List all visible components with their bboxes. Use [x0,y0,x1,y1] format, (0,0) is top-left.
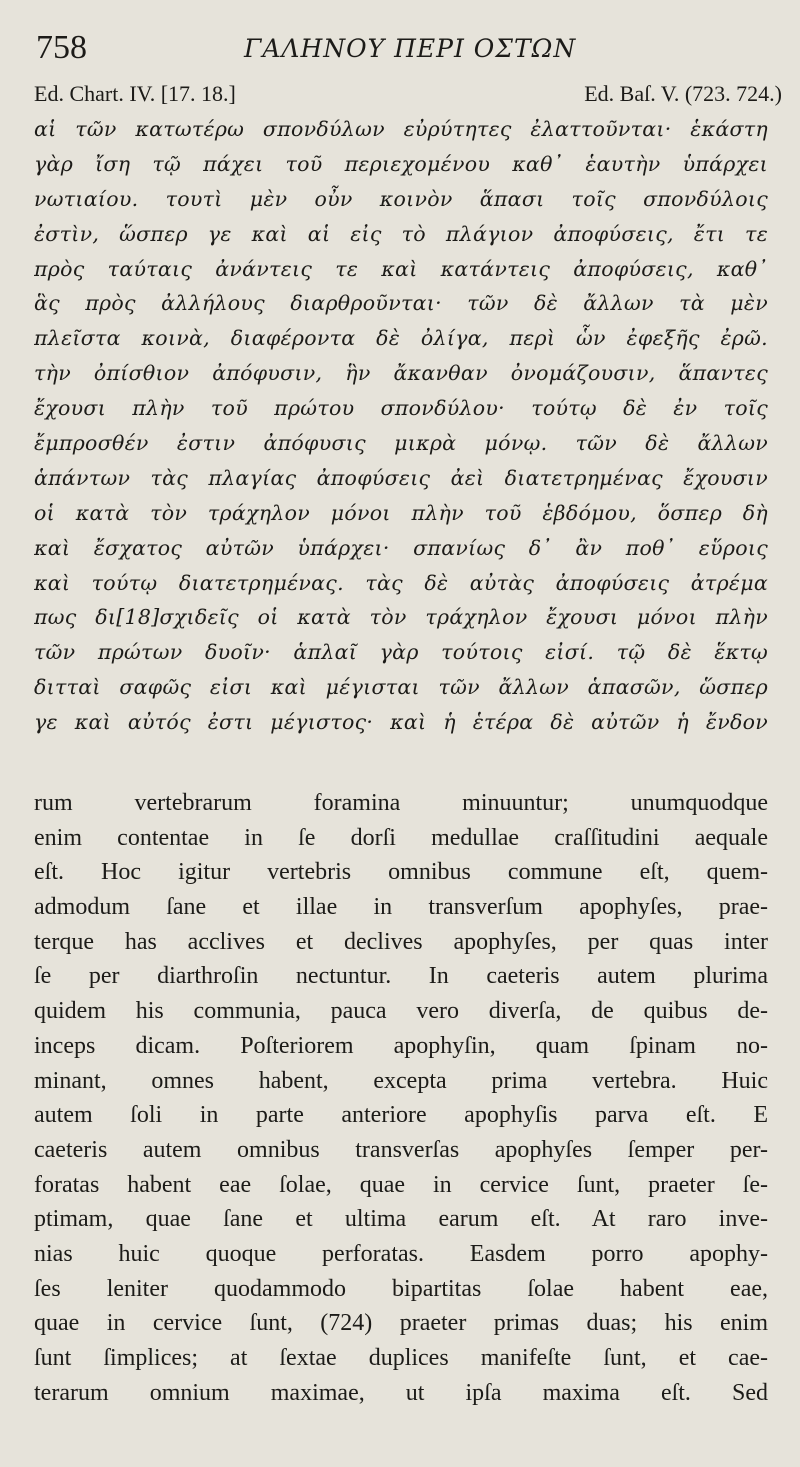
edition-reference-basel: Ed. Baſ. V. (723. 724.) [584,81,782,106]
latin-text-line: rum vertebrarum foramina minuuntur; unumquodque [34,790,768,816]
greek-text-line: αἱ τῶν κατωτέρω σπονδύλων εὐρύτητες ἐλαττοῦνται· ἑκάστη [34,117,768,141]
latin-text-line: minant, omnes habent, excepta prima vertebra. Huic [34,1067,768,1094]
latin-text-block [34,786,768,1410]
latin-text-line: caeteris autem omnibus transverſas apophyſes ſemper per- [34,1136,768,1163]
edition-reference-line [34,78,782,110]
greek-text-line: πρὸς ταύταις ἀνάντεις τε καὶ κατάντεις ἀποφύσεις, καθ᾽ [34,256,768,281]
latin-text-line: admodum ſane et illae in transverſum apophyſes, prae- [34,894,768,921]
running-title: ΓΑΛΗΝΟΥ ΠΕΡΙ ΟΣΤΩΝ [244,34,577,63]
greek-text-line: οἱ κατὰ τὸν τράχηλον μόνοι πλὴν τοῦ ἑβδόμου, ὅσπερ δὴ [34,500,768,525]
greek-text-line: γὰρ ἴση τῷ πάχει τοῦ περιεχομένου καθ᾽ ἑαυτὴν ὑπάρχει [34,151,768,176]
greek-text-line: γε καὶ αὐτός ἐστι μέγιστος· καὶ ἡ ἑτέρα δὲ αὐτῶν ἡ ἔνδον [34,710,768,735]
latin-text-line: terarum omnium maximae, ut ipſa maxima eſt. Sed [34,1379,768,1406]
latin-text-line: inceps dicam. Poſteriorem apophyſin, quam ſpinam no- [34,1032,768,1059]
greek-text-line: τῶν πρώτων δυοῖν· ἁπλαῖ γὰρ τούτοις εἰσί. τῷ δὲ ἕκτῳ [34,640,768,665]
latin-text-line: enim contentae in ſe dorſi medullae craſſitudini aequale [34,824,768,851]
greek-text-line: ἔμπροσθέν ἐστιν ἀπόφυσις μικρὰ μόνῳ. τῶν δὲ ἄλλων [34,431,768,456]
page-number: 758 [36,29,87,66]
greek-text-line: νωτιαίου. τουτὶ μὲν οὖν κοινὸν ἅπασι τοῖς σπονδύλοις [34,186,768,211]
greek-text-line: καὶ τούτῳ διατετρημένας. τὰς δὲ αὐτὰς ἀποφύσεις ἀτρέμα [34,570,768,595]
latin-text-line: ſunt ſimplices; at ſextae duplices manifeſte ſunt, et cae- [34,1345,768,1371]
greek-text-line: διτταὶ σαφῶς εἰσι καὶ μέγισται τῶν ἄλλων ἁπασῶν, ὥσπερ [34,675,768,700]
latin-text-line: ſe per diarthroſin nectuntur. In caeteris autem plurima [34,963,768,990]
greek-text-line: πως δι[18]σχιδεῖς οἱ κατὰ τὸν τράχηλον ἔχουσι μόνοι πλὴν [34,605,768,630]
latin-text-line: nias huic quoque perforatas. Easdem porro apophy- [34,1240,768,1267]
greek-text-line: πλεῖστα κοινὰ, διαφέροντα δὲ ὀλίγα, περὶ ὧν ἐφεξῆς ἐρῶ. [34,326,768,351]
greek-text-line: ἃς πρὸς ἀλλήλους διαρθροῦνται· τῶν δὲ ἄλλων τὰ μὲν [34,291,768,316]
greek-text-line: ἁπάντων τὰς πλαγίας ἀποφύσεις ἀεὶ διατετρημένας ἔχουσιν [34,465,768,490]
latin-text-line: quidem his communia, pauca vero diverſa, de quibus de- [34,998,768,1025]
page-header [36,28,776,68]
latin-text-line: ſes leniter quodammodo bipartitas ſolae habent eae, [34,1275,768,1302]
greek-text-line: ἔχουσι πλὴν τοῦ πρώτου σπονδύλου· τούτῳ δὲ ἐν τοῖς [34,396,768,421]
greek-text-line: τὴν ὀπίσθιον ἀπόφυσιν, ἣν ἄκανθαν ὀνομάζουσιν, ἅπαντες [34,361,768,386]
latin-text-line: terque has acclives et declives apophyſes, per quas inter [34,928,768,955]
latin-text-line: eſt. Hoc igitur vertebris omnibus commune eſt, quem- [34,859,768,886]
greek-text-block [34,112,768,740]
edition-reference-chartier: Ed. Chart. IV. [17. 18.] [34,81,236,106]
greek-text-line: ἐστὶν, ὥσπερ γε καὶ αἱ εἰς τὸ πλάγιον ἀποφύσεις, ἔτι τε [34,221,768,246]
latin-text-line: ptimam, quae ſane et ultima earum eſt. At raro inve- [34,1206,768,1233]
latin-text-line: foratas habent eae ſolae, quae in cervice ſunt, praeter ſe- [34,1171,768,1198]
greek-text-line: καὶ ἔσχατος αὐτῶν ὑπάρχει· σπανίως δ᾽ ἂν ποθ᾽ εὕροις [34,535,768,560]
latin-text-line: quae in cervice ſunt, (724) praeter primas duas; his enim [34,1310,768,1337]
latin-text-line: autem ſoli in parte anteriore apophyſis parva eſt. E [34,1102,768,1129]
